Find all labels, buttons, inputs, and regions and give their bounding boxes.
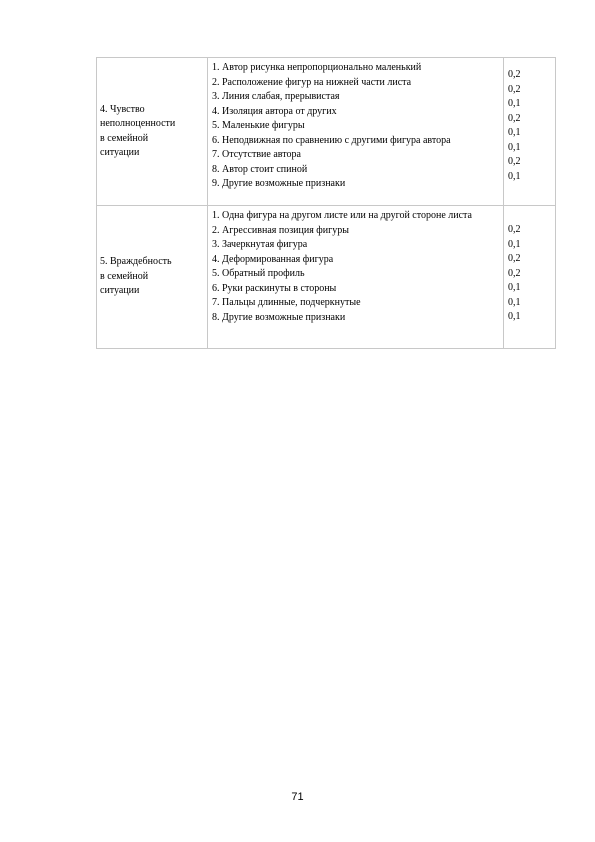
table-row — [97, 206, 556, 349]
sign-item: 6. Неподвижная по сравнению с другими фигура автора — [212, 134, 451, 146]
sign-item: 2. Расположение фигур на нижней части листа — [212, 76, 412, 88]
page-number: 71 — [291, 791, 304, 803]
score-value: 0,1 — [508, 238, 521, 250]
sign-item: 2. Агрессивная позиция фигуры — [212, 224, 349, 236]
score-value: 0,2 — [508, 156, 521, 167]
category-line: 5. Враждебность — [100, 256, 172, 268]
sign-item: 4. Изоляция автора от других — [212, 105, 337, 117]
sign-item: 8. Другие возможные признаки — [212, 311, 346, 323]
score-value: 0,2 — [508, 253, 521, 264]
score-value: 0,1 — [508, 311, 521, 322]
values-cell — [504, 206, 556, 349]
category-line: ситуации — [100, 147, 140, 158]
signs-cell — [208, 206, 504, 349]
table-row — [97, 58, 556, 206]
values-cell — [504, 58, 556, 206]
score-value: 0,2 — [508, 267, 521, 279]
score-value: 0,1 — [508, 98, 521, 109]
sign-item: 5. Обратный профиль — [212, 268, 305, 279]
sign-item: 9. Другие возможные признаки — [212, 178, 346, 189]
score-value: 0,2 — [508, 224, 521, 235]
category-line: в семейной — [100, 132, 149, 144]
score-value: 0,2 — [508, 83, 521, 95]
category-cell — [97, 206, 208, 349]
sign-item: 6. Руки раскинуты в стороны — [212, 282, 337, 294]
score-value: 0,1 — [508, 141, 521, 153]
sign-item: 3. Зачеркнутая фигура — [212, 239, 308, 250]
sign-item: 1. Автор рисунка непропорционально маленький — [212, 62, 422, 73]
category-line: неполноценности — [100, 118, 176, 129]
category-line: ситуации — [100, 285, 140, 297]
signs-cell — [208, 58, 504, 206]
score-value: 0,1 — [508, 296, 521, 308]
score-value: 0,1 — [508, 282, 521, 293]
sign-item: 4. Деформированная фигура — [212, 253, 334, 265]
score-value: 0,1 — [508, 170, 521, 182]
criteria-table — [96, 57, 556, 349]
sign-item: 7. Отсутствие автора — [212, 149, 301, 160]
sign-item: 3. Линия слабая, прерывистая — [212, 91, 340, 102]
sign-item: 1. Одна фигура на другом листе или на другой стороне листа — [212, 210, 472, 221]
sign-item: 8. Автор стоит спиной — [212, 163, 308, 175]
sign-item: 7. Пальцы длинные, подчеркнутые — [212, 297, 361, 308]
score-value: 0,2 — [508, 69, 521, 80]
category-cell — [97, 58, 208, 206]
category-line: в семейной — [100, 270, 149, 282]
category-line: 4. Чувство — [100, 103, 145, 115]
score-value: 0,1 — [508, 127, 521, 138]
score-value: 0,2 — [508, 112, 521, 124]
sign-item: 5. Маленькие фигуры — [212, 120, 305, 131]
